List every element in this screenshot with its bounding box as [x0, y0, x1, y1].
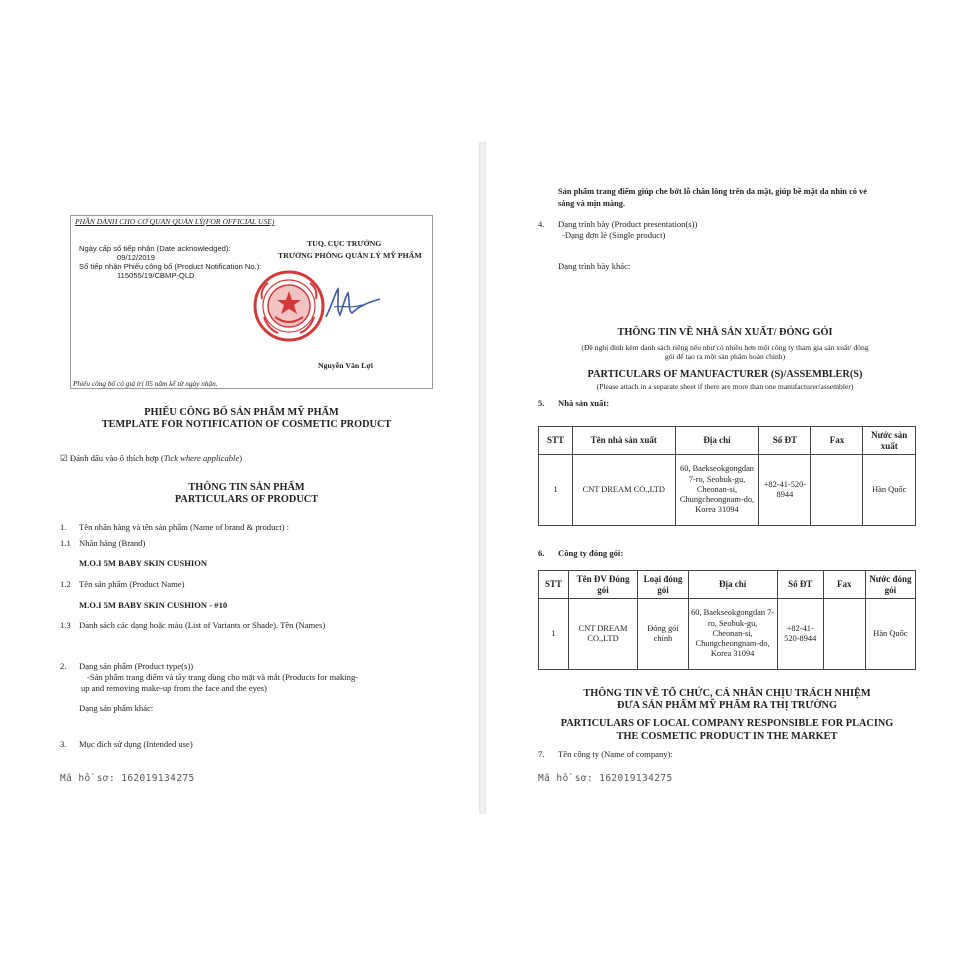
brand-value: M.O.I 5M BABY SKIN CUSHION — [79, 558, 208, 568]
manufacturer-table — [538, 426, 916, 526]
page-gutter — [479, 142, 486, 814]
cell-stt: 1 — [539, 455, 573, 526]
cell-packager-name: CNT DREAM CO.,LTD — [568, 599, 638, 670]
manufacturer-title-en: PARTICULARS OF MANUFACTURER (S)/ASSEMBLER(S) — [587, 369, 863, 380]
col-manufacturer-name: Tên nhà sản xuất — [572, 427, 675, 455]
tick-note-b: Tick where applicable — [163, 453, 240, 463]
item-6-number: 6. — [538, 548, 545, 558]
item-1-3-number: 1.3 — [60, 620, 71, 630]
cell-address: 60, Baekseokgongdan 7-ro, Seobuk-gu, Cheonan-si, Chungcheongnam-do, Korea 31094 — [688, 599, 777, 670]
checkbox-icon: ☑ — [60, 453, 68, 463]
responsible-title-en-1: PARTICULARS OF LOCAL COMPANY RESPONSIBLE FOR PLACING — [560, 718, 894, 729]
col-fax: Fax — [811, 427, 863, 455]
presentation-other: Dạng trình bày khác: — [558, 261, 631, 271]
product-type-other: Dạng sản phẩm khác: — [79, 703, 154, 713]
cell-phone: +82-41-520-8944 — [777, 599, 823, 670]
col-country: Nước đóng gói — [865, 571, 915, 599]
col-packing-type: Loại đóng gói — [638, 571, 688, 599]
signer-name: Nguyễn Văn Lợi — [318, 361, 373, 370]
item-5-number: 5. — [538, 398, 545, 408]
cell-fax — [823, 599, 865, 670]
item-7-number: 7. — [538, 749, 545, 759]
signature-icon — [322, 285, 384, 321]
col-packager-name: Tên ĐV Đóng gói — [568, 571, 638, 599]
responsible-title-en-2: THE COSMETIC PRODUCT IN THE MARKET — [616, 731, 838, 742]
section-title-vi: THÔNG TIN SẢN PHẨM — [188, 482, 305, 493]
item-1-2-label: Tên sản phẩm (Product Name) — [79, 579, 185, 589]
cell-address: 60, Baekseokgongdan 7-ro, Seobuk-gu, Cheonan-si, Chungcheongnam-do, Korea 31094 — [675, 455, 759, 526]
signer-title-2: TRƯỞNG PHÒNG QUẢN LÝ MỸ PHẨM — [278, 251, 422, 260]
date-value: 09/12/2019 — [117, 253, 156, 262]
item-2-label: Dạng sản phẩm (Product type(s)) — [79, 661, 194, 671]
table-header-row — [539, 427, 916, 455]
date-label: Ngày cấp số tiếp nhận (Date acknowledged): — [79, 244, 231, 253]
col-phone: Số ĐT — [777, 571, 823, 599]
cell-country: Hàn Quốc — [865, 599, 915, 670]
tick-note — [60, 453, 242, 464]
cell-manufacturer-name: CNT DREAM CO.,LTD — [572, 455, 675, 526]
notification-number-label: Số tiếp nhận Phiếu công bố (Product Notification No.): — [79, 262, 262, 271]
item-1-label: Tên nhãn hàng và tên sản phẩm (Name of brand & product) : — [79, 522, 290, 532]
responsible-title-vi-2: ĐƯA SẢN PHẨM MỸ PHẨM RA THỊ TRƯỜNG — [617, 700, 837, 711]
cell-packing-type: Đóng gói chính — [638, 599, 688, 670]
col-fax: Fax — [823, 571, 865, 599]
document-page-left — [4, 142, 479, 814]
document-page-right — [486, 142, 954, 814]
presentation-value: -Dạng đơn lẻ (Single product) — [562, 230, 666, 240]
packager-table — [538, 570, 916, 670]
section-title-en: PARTICULARS OF PRODUCT — [174, 494, 319, 505]
item-4-label: Dạng trình bày (Product presentation(s)) — [558, 219, 698, 229]
title-vi: PHIẾU CÔNG BỐ SẢN PHẨM MỸ PHẨM — [144, 407, 339, 418]
intended-use-line-2: sáng và mịn màng. — [558, 199, 626, 208]
item-1-3-label: Danh sách các dạng hoặc màu (List of Variants or Shade). Tên (Names) — [79, 620, 326, 630]
item-1-number: 1. — [60, 522, 67, 532]
manufacturer-note-vi-2: gói để tạo ra một sản phẩm hoàn chỉnh) — [664, 352, 786, 361]
signer-title-1: TUQ. CỤC TRƯỞNG — [307, 239, 382, 248]
validity-note: Phiếu công bố có giá trị 05 năm kể từ ngày nhận. — [73, 379, 218, 388]
official-seal-icon — [252, 269, 326, 343]
item-3-number: 3. — [60, 739, 67, 749]
col-address: Địa chỉ — [675, 427, 759, 455]
responsible-title-vi-1: THÔNG TIN VỀ TỔ CHỨC, CÁ NHÂN CHỊU TRÁCH NHIỆM — [583, 688, 871, 699]
item-1-2-number: 1.2 — [60, 579, 71, 589]
item-1-1-number: 1.1 — [60, 538, 71, 548]
tick-note-a: Đánh dấu vào ô thích hợp ( — [69, 453, 164, 463]
cell-country: Hàn Quốc — [863, 455, 916, 526]
title-en: TEMPLATE FOR NOTIFICATION OF COSMETIC PRODUCT — [101, 419, 392, 430]
col-country: Nước sản xuất — [863, 427, 916, 455]
manufacturer-note-en: (Please attach in a separate sheet if there are more than one manufacturer/assembler) — [596, 382, 854, 391]
table-header-row — [539, 571, 916, 599]
cell-phone: +82-41-520-8944 — [759, 455, 811, 526]
item-4-number: 4. — [538, 219, 545, 229]
item-2-number: 2. — [60, 661, 67, 671]
dossier-code: Mã hồ sơ: 162019134275 — [538, 773, 673, 784]
cell-fax — [811, 455, 863, 526]
product-type-value-2: up and removing make-up from the face and the eyes) — [81, 683, 267, 693]
manufacturer-note-vi-1: (Đề nghị đính kèm danh sách riêng nếu như có nhiều hơn một công ty tham gia sản xuất/ đóng — [581, 343, 869, 352]
manufacturer-title-vi: THÔNG TIN VỀ NHÀ SẢN XUẤT/ ĐÓNG GÓI — [617, 327, 833, 338]
col-address: Địa chỉ — [688, 571, 777, 599]
item-3-label: Mục đích sử dụng (Intended use) — [79, 739, 193, 749]
table-row — [539, 455, 916, 526]
dossier-code: Mã hồ sơ: 162019134275 — [60, 773, 195, 784]
col-stt: STT — [539, 571, 569, 599]
notification-number-value: 115055/19/CBMP-QLD — [117, 271, 195, 280]
intended-use-line-1: Sản phẩm trang điểm giúp che bớt lỗ chân lông trên da mặt, giúp bề mặt da nhìn có vẻ — [558, 187, 867, 196]
item-7-label: Tên công ty (Name of company): — [558, 749, 673, 759]
col-stt: STT — [539, 427, 573, 455]
item-6-label: Công ty đóng gói: — [558, 548, 624, 558]
tick-note-c: ) — [239, 453, 243, 463]
product-name-value: M.O.I 5M BABY SKIN CUSHION - #10 — [79, 600, 228, 610]
table-row — [539, 599, 916, 670]
cell-stt: 1 — [539, 599, 569, 670]
item-1-1-label: Nhãn hàng (Brand) — [79, 538, 146, 548]
col-phone: Số ĐT — [759, 427, 811, 455]
product-type-value-1: -Sản phẩm trang điểm và tẩy trang dùng cho mặt và mắt (Products for making- — [87, 672, 359, 682]
official-header: PHẦN DÀNH CHO CƠ QUAN QUẢN LÝ(FOR OFFICIAL USE) — [75, 217, 275, 226]
item-5-label: Nhà sản xuất: — [558, 398, 610, 408]
